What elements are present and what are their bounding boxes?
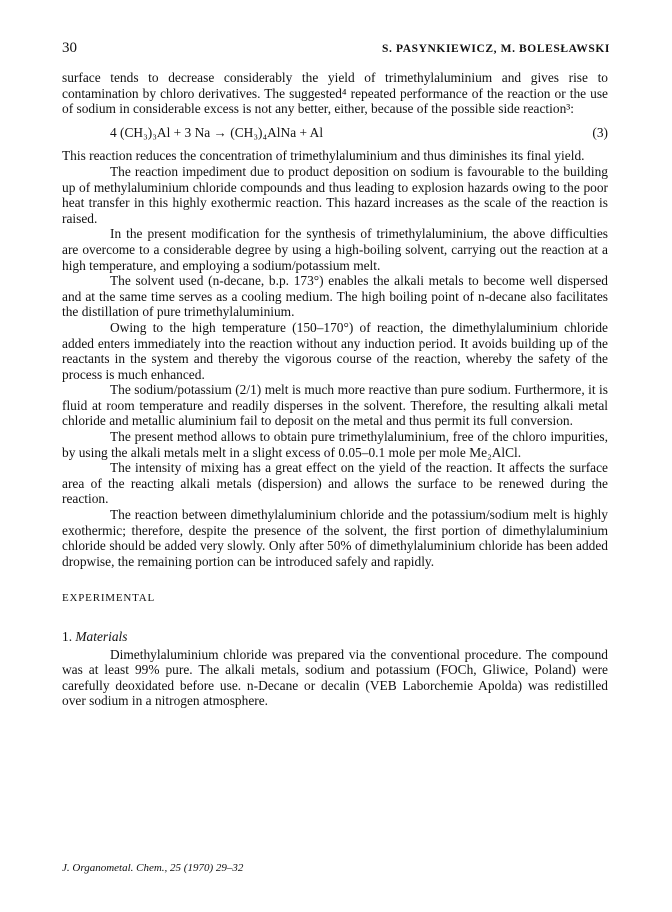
paragraph-8: The present method allows to obtain pure trimethylaluminium, free of the chloro impurities, by using the alkali metals melt in a slight excess of 0.05–0.1 mole per mole Me₂AlCl. (62, 429, 608, 460)
paragraph-2: This reaction reduces the concentration of trimethylaluminium and thus diminishes its final yield. (62, 148, 585, 164)
article-body (62, 70, 608, 709)
paragraph-5: The solvent used (n-decane, b.p. 173°) enables the alkali metals to become well dispersed and at the same time serves as a cooling medium. The high boiling point of n-decane also facilitates the distillation of pure trimethylaluminium. (62, 273, 608, 320)
paragraph-materials: Dimethylaluminium chloride was prepared via the conventional procedure. The compound was at least 99% pure. The alkali metals, sodium and potassium (FOCh, Gliwice, Poland) were carefully deoxidated before use. n-Decane or decalin (VEB Laborchemie Apolda) was redistilled over sodium in a nitrogen atmosphere. (62, 646, 608, 709)
page-header (62, 40, 610, 57)
section-heading-experimental: EXPERIMENTAL (62, 592, 156, 605)
journal-citation: J. Organometal. Chem., 25 (1970) 29–32 (62, 862, 244, 874)
paragraph-1: surface tends to decrease considerably the yield of trimethylaluminium and gives rise to contamination by chloro derivatives. The suggested⁴ repeated performance of the reaction or the use of sodium in considerable excess is not any better, either, because of the possible side reaction³: (62, 70, 608, 117)
subsection-heading-materials (62, 629, 608, 645)
equation-text: 4 (CH₃)₃Al + 3 Na → (CH₃)₄AlNa + Al (110, 124, 324, 140)
page-number: 30 (62, 40, 77, 56)
paragraph-10: The reaction between dimethylaluminium chloride and the potassium/sodium melt is highly exothermic; therefore, despite the presence of the solvent, the first portion of dimethylaluminium chloride should be added very slowly. Only after 50% of dimethylaluminium chloride has been added dropwise, the remaining portion can be introduced safely and rapidly. (62, 507, 608, 569)
equation-number: (3) (592, 124, 608, 140)
subsection-title: Materials (75, 629, 128, 644)
running-head: S. PASYNKIEWICZ, M. BOLESŁAWSKI (382, 43, 610, 55)
paragraph-6: Owing to the high temperature (150–170°) of reaction, the dimethylaluminium chloride added enters immediately into the reaction without any induction period. It avoids building up of the reactants in the system and thereby the vigorous course of the reaction, whereby the safety of the process is much enhanced. (62, 319, 608, 382)
subsection-number: 1. (62, 629, 73, 644)
paragraph-9: The intensity of mixing has a great effect on the yield of the reaction. It affects the surface area of the reacting alkali metals (dispersion) and allows the surface to be renewed during the reaction. (62, 460, 608, 507)
paragraph-3: The reaction impediment due to product deposition on sodium is favourable to the building up of methylaluminium chloride compounds and thus leading to explosion hazards owing to the poor heat transfer in this highly exothermic reaction. This hazard increases as the scale of the reaction is raised. (62, 163, 608, 226)
paragraph-4: In the present modification for the synthesis of trimethylaluminium, the above difficulties are overcome to a considerable degree by using a high-boiling solvent, carrying out the reaction at a high temperature, and employing a sodium/potassium melt. (62, 226, 608, 273)
paragraph-7: The sodium/potassium (2/1) melt is much more reactive than pure sodium. Furthermore, it is fluid at room temperature and readily disperses in the solvent. Therefore, the resulting alkali metal chloride and metallic aluminium fail to deposit on the metal and thus permit its full conversion. (62, 382, 608, 429)
equation-3 (62, 125, 608, 141)
